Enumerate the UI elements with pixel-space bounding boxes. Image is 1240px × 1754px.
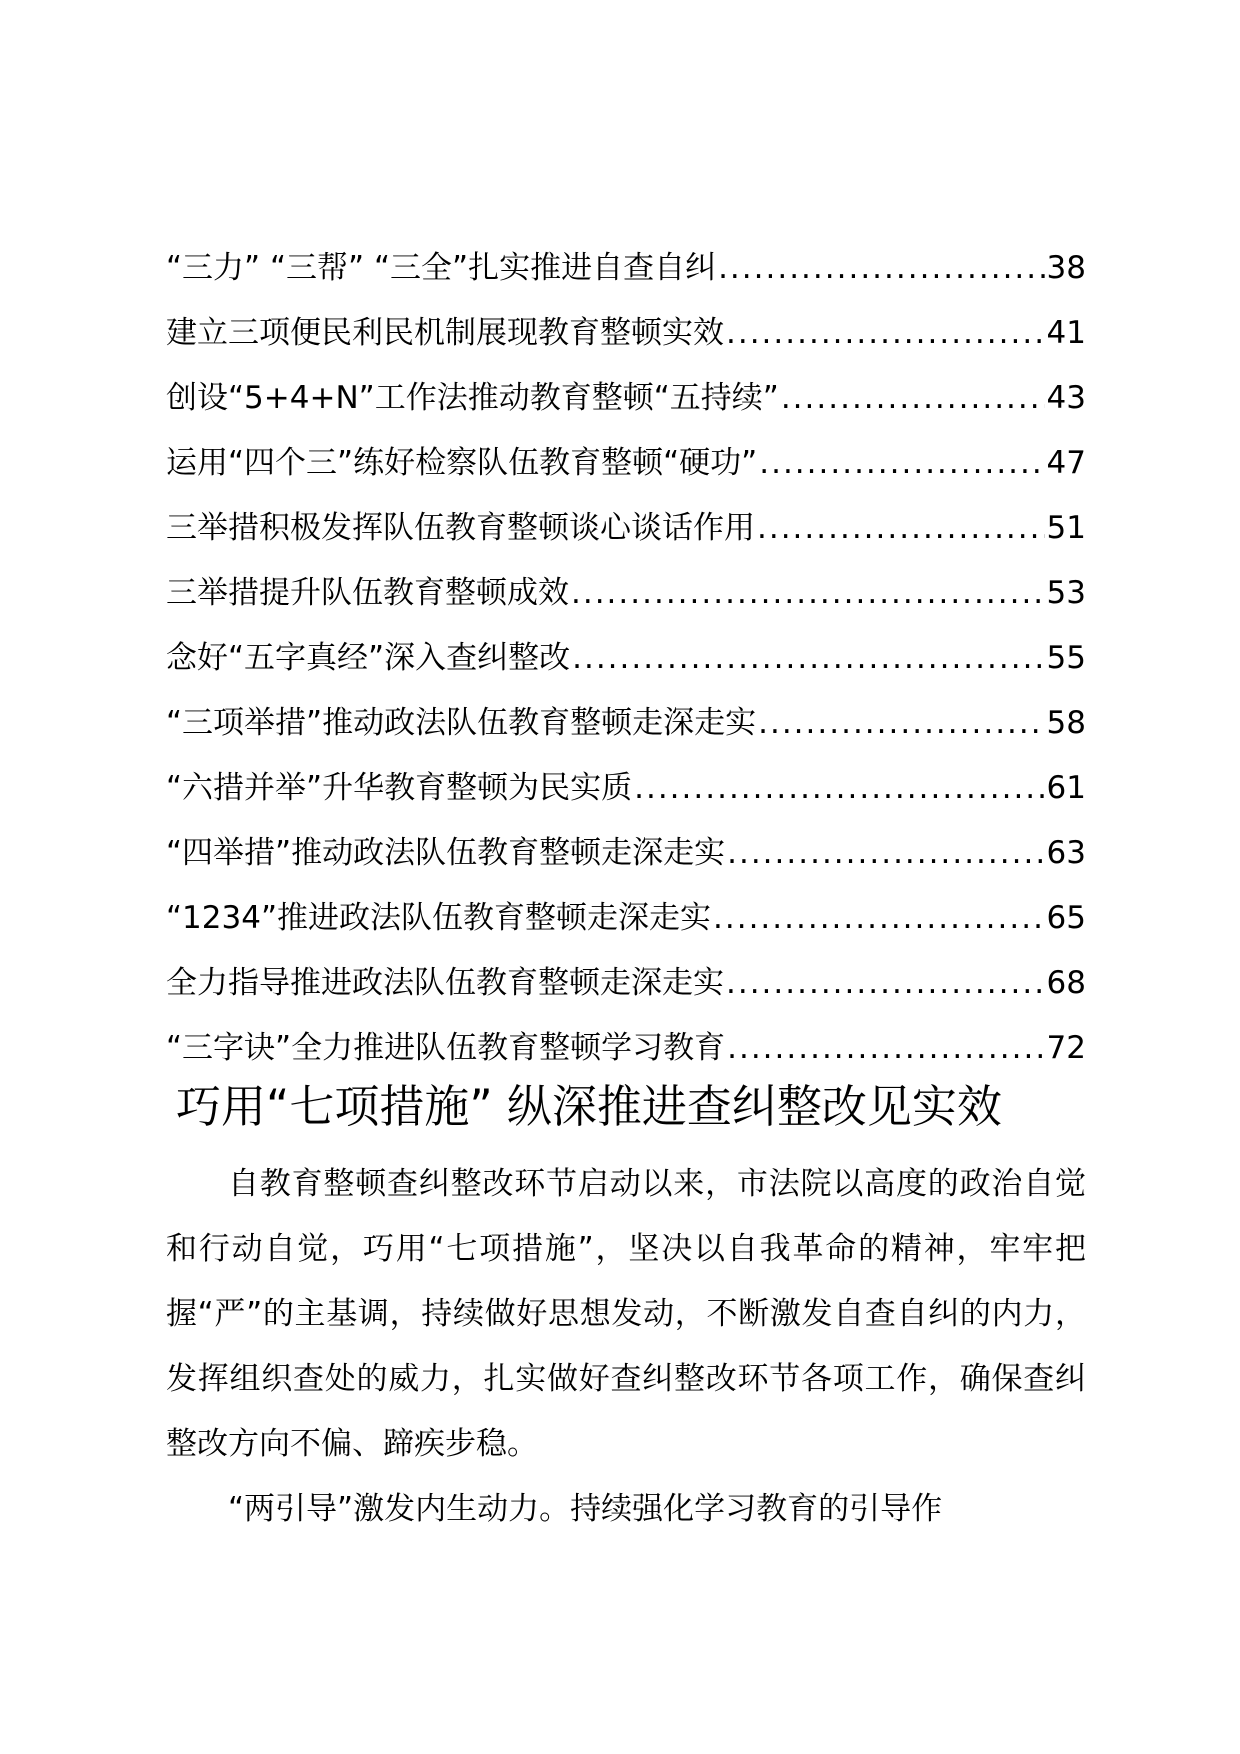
toc-entry[interactable] (166, 431, 1086, 496)
toc-entry-page: 58 (1046, 705, 1086, 741)
toc-entry-page: 63 (1046, 835, 1086, 871)
toc-entry-title: “三力” “三帮” “三全”扎实推进自查自纠 (166, 250, 717, 286)
toc-leader-dots (759, 431, 1044, 496)
table-of-contents (166, 236, 1086, 1081)
toc-entry-page: 47 (1046, 445, 1086, 481)
toc-entry-page: 68 (1046, 965, 1086, 1001)
toc-entry[interactable] (166, 691, 1086, 756)
toc-entry-page: 53 (1046, 575, 1086, 611)
article-paragraph: “两引导”激发内生动力。持续强化学习教育的引导作 (228, 1491, 943, 1527)
toc-leader-dots (634, 756, 1044, 821)
toc-entry-title: 全力指导推进政法队伍教育整顿走深走实 (166, 965, 724, 1001)
toc-leader-dots (727, 821, 1044, 886)
toc-entry-page: 41 (1046, 315, 1086, 351)
toc-leader-dots (757, 496, 1045, 561)
toc-leader-dots (713, 886, 1045, 951)
toc-entry[interactable] (166, 626, 1086, 691)
toc-entry[interactable] (166, 886, 1086, 951)
toc-entry-title: “六措并举”升华教育整顿为民实质 (166, 770, 633, 806)
toc-entry-title: 创设“5+4+N”工作法推动教育整顿“五持续” (166, 380, 779, 416)
toc-entry[interactable] (166, 366, 1086, 431)
toc-entry-title: 建立三项便民利民机制展现教育整顿实效 (166, 315, 724, 351)
toc-leader-dots (781, 366, 1045, 431)
toc-entry-title: “四举措”推动政法队伍教育整顿走深走实 (166, 835, 726, 871)
toc-entry-page: 55 (1046, 640, 1086, 676)
toc-entry-title: 三举措提升队伍教育整顿成效 (166, 575, 569, 611)
toc-entry[interactable] (166, 301, 1086, 366)
toc-leader-dots (718, 236, 1044, 301)
toc-entry-title: 运用“四个三”练好检察队伍教育整顿“硬功” (166, 445, 758, 481)
article-heading: 巧用“七项措施” 纵深推进查纠整改见实效 (176, 1080, 1002, 1133)
toc-entry-page: 65 (1046, 900, 1086, 936)
toc-leader-dots (726, 301, 1045, 366)
toc-entry-title: “三字诀”全力推进队伍教育整顿学习教育 (166, 1030, 726, 1066)
toc-entry-title: 三举措积极发挥队伍教育整顿谈心谈话作用 (166, 510, 755, 546)
article-paragraph: 自教育整顿查纠整改环节启动以来，市法院以高度的政治自觉和行动自觉，巧用“七项措施”，坚决以自我革命的精神，牢牢把握“严”的主基调，持续做好思想发动，不断激发自查自纠的内力，发挥组织查处的威力，扎实做好查纠整改环节各项工作，确保查纠整改方向不偏、蹄疾步稳。 (166, 1166, 1086, 1462)
toc-entry[interactable] (166, 756, 1086, 821)
toc-entry[interactable] (166, 821, 1086, 886)
toc-leader-dots (758, 691, 1044, 756)
toc-entry-page: 38 (1046, 250, 1086, 286)
toc-entry-page: 72 (1046, 1030, 1086, 1066)
toc-entry-title: “1234”推进政法队伍教育整顿走深走实 (166, 900, 712, 936)
toc-entry-page: 61 (1046, 770, 1086, 806)
toc-leader-dots (572, 626, 1044, 691)
toc-entry-page: 51 (1046, 510, 1086, 546)
article-body (166, 1152, 1086, 1542)
toc-leader-dots (571, 561, 1045, 626)
toc-leader-dots (726, 951, 1045, 1016)
toc-entry[interactable] (166, 561, 1086, 626)
toc-entry[interactable] (166, 236, 1086, 301)
toc-entry-title: “三项举措”推动政法队伍教育整顿走深走实 (166, 705, 757, 741)
toc-entry-page: 43 (1046, 380, 1086, 416)
toc-entry[interactable] (166, 951, 1086, 1016)
toc-entry-title: 念好“五字真经”深入查纠整改 (166, 640, 571, 676)
toc-entry[interactable] (166, 496, 1086, 561)
